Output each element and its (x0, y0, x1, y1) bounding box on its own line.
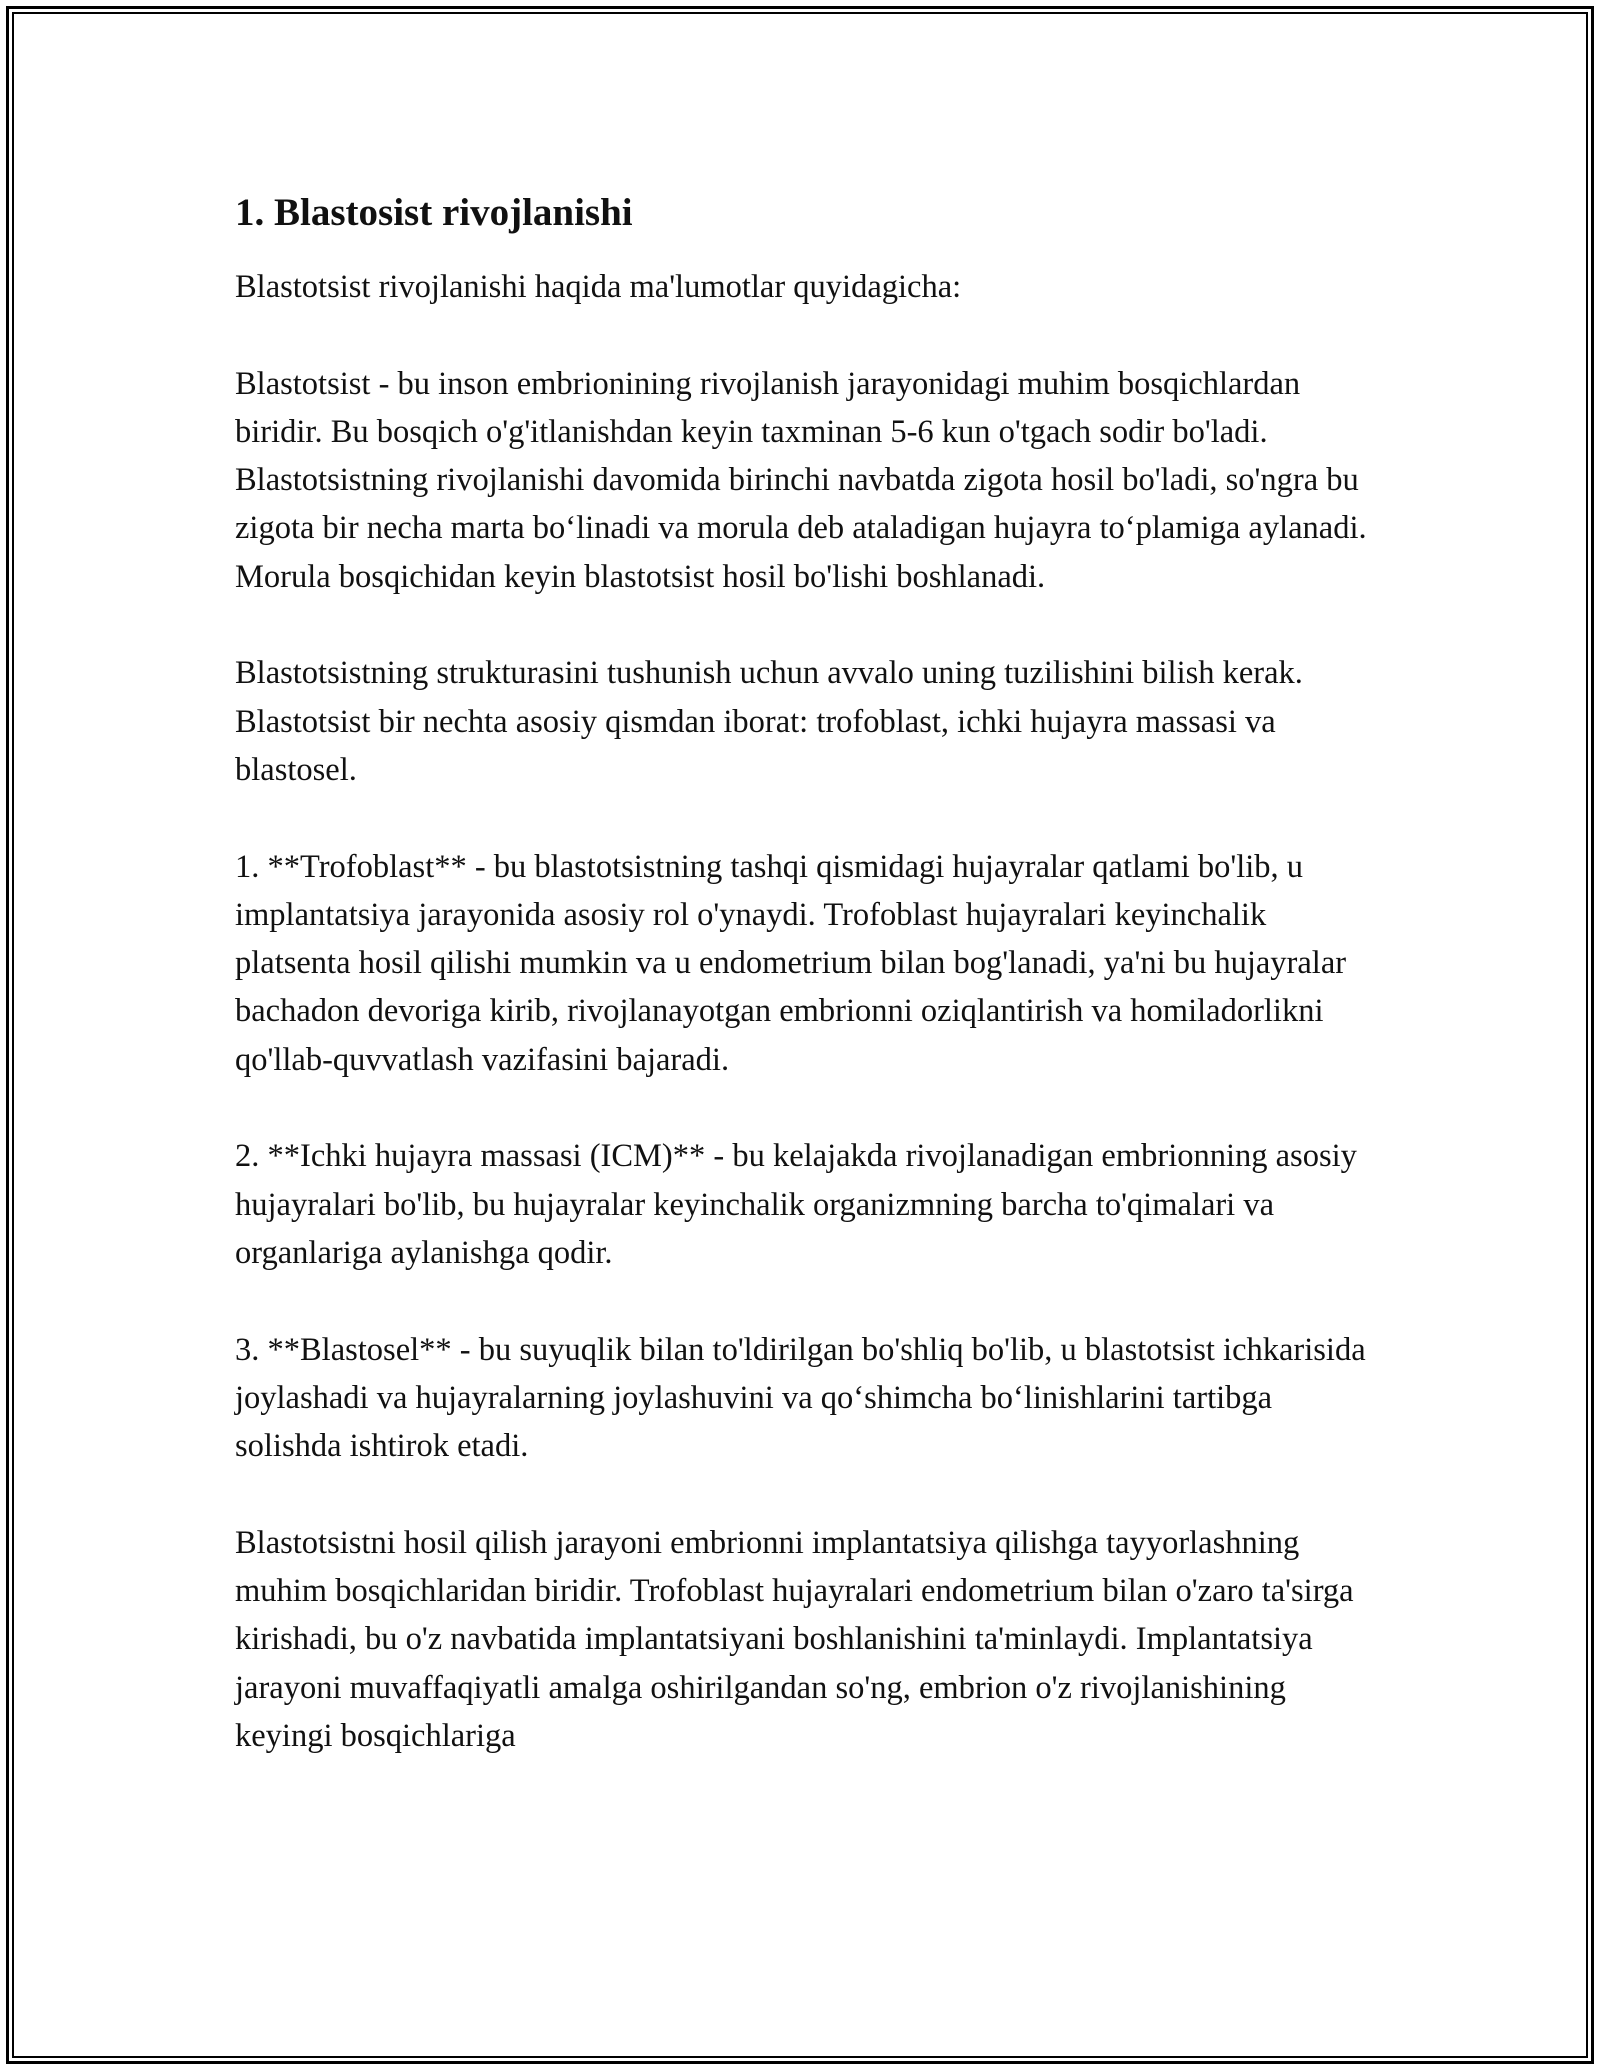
paragraph-intro: Blastotsist rivojlanishi haqida ma'lumotlar quyidagicha: (235, 269, 962, 305)
paragraph-definition: Blastotsist - bu inson embrionining rivojlanish jarayonidagi muhim bosqichlardan biridir. Bu bosqich o'g'itlanishdan keyin taxminan 5-6 kun o'tgach sodir bo'ladi. Blastotsistning rivojlanishi davomida birinchi navbatda zigota hosil bo'ladi, so'ngra bu zigota bir necha marta bo‘linadi va morula deb ataladigan hujayra to‘plamiga aylanadi. Morula bosqichidan keyin blastotsist hosil bo'lishi boshlanadi. (235, 365, 1367, 595)
paragraph-trophoblast: 1. **Trofoblast** - bu blastotsistning tashqi qismidagi hujayralar qatlami bo'lib, u implantatsiya jarayonida asosiy rol o'ynaydi. Trofoblast hujayralari keyinchalik platsenta hosil qilishi mumkin va u endometrium bilan bog'lanadi, ya'ni bu hujayralar bachadon devoriga kirib, rivojlanayotgan embrionni oziqlantirish va homiladorlikni qo'llab-quvvatlash vazifasini bajaradi. (235, 848, 1347, 1078)
document-body (235, 185, 1375, 1760)
section-heading: 1. Blastosist rivojlanishi (235, 191, 633, 234)
paragraph-blastocoel: 3. **Blastosel** - bu suyuqlik bilan to'ldirilgan bo'shliq bo'lib, u blastotsist ichkarisida joylashadi va hujayralarning joylashuvini va qo‘shimcha bo‘linishlarini tartibga solishda ishtirok etadi. (235, 1331, 1366, 1465)
paragraph-structure: Blastotsistning strukturasini tushunish uchun avvalo uning tuzilishini bilish kerak. Blastotsist bir nechta asosiy qismdan iborat: trofoblast, ichki hujayra massasi va blastosel. (235, 655, 1303, 788)
paragraph-inner-cell-mass: 2. **Ichki hujayra massasi (ICM)** - bu kelajakda rivojlanadigan embrionning asosiy hujayralari bo'lib, bu hujayralar keyinchalik organizmning barcha to'qimalari va organlariga aylanishga qodir. (235, 1138, 1357, 1271)
paragraph-implantation: Blastotsistni hosil qilish jarayoni embrionni implantatsiya qilishga tayyorlashning muhim bosqichlaridan biridir. Trofoblast hujayralari endometrium bilan o'zaro ta'sirga kirishadi, bu o'z navbatida implantatsiyani boshlanishini ta'minlaydi. Implantatsiya jarayoni muvaffaqiyatli amalga oshirilgandan so'ng, embrion o'z rivojlanishining keyingi bosqichlariga (235, 1524, 1354, 1754)
